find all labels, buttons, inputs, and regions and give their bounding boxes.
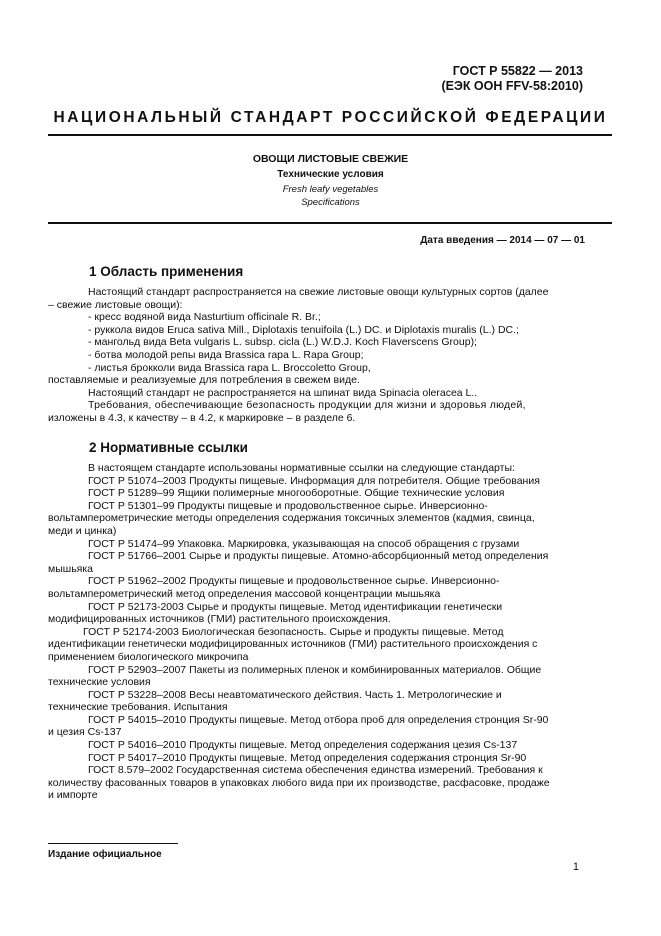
- reference-line: ГОСТ Р 54015–2010 Продукты пищевые. Метод отбора проб для определения стронция Sr-90: [88, 713, 549, 726]
- standard-code: ГОСТ Р 55822 — 2013: [452, 64, 583, 78]
- reference-line: технические требования. Испытания: [48, 701, 228, 714]
- document-title-en: Fresh leafy vegetables: [282, 184, 379, 195]
- official-edition-label: Издание официальное: [48, 849, 162, 860]
- reference-line: вольтамперометрические методы определения содержания токсичных элементов (кадмия, свинца,: [48, 512, 535, 525]
- standard-equivalent-code: (ЕЭК ООН FFV-58:2010): [441, 79, 583, 93]
- reference-line: ГОСТ Р 51766–2001 Сырье и продукты пищевые. Атомно-абсорбционный метод определения: [88, 550, 549, 563]
- document-subtitle-en: Specifications: [301, 197, 360, 208]
- reference-line: В настоящем стандарте использованы нормативные ссылки на следующие стандарты:: [88, 462, 515, 474]
- reference-line: мышьяка: [48, 562, 94, 575]
- reference-line: ГОСТ Р 51074–2003 Продукты пищевые. Информация для потребителя. Общие требования: [88, 474, 540, 487]
- list-item: - кресс водяной вида Nasturtium officinale R. Br.;: [88, 311, 321, 324]
- title-rule: [48, 222, 612, 224]
- reference-line: ГОСТ Р 52903–2007 Пакеты из полимерных пленок и комбинированных материалов. Общие: [88, 663, 542, 676]
- section-1-paragraph-cont: – свежие листовые овощи):: [48, 298, 183, 311]
- reference-line: ГОСТ Р 52173-2003 Сырье и продукты пищевые. Метод идентификации генетически: [88, 600, 503, 613]
- list-item: - листья брокколи вида Brassica rapa L. Broccoletto Group,: [88, 361, 371, 374]
- normative-references-list: [48, 462, 588, 802]
- reference-line: ГОСТ Р 54016–2010 Продукты пищевые. Метод определения содержания цезия Cs-137: [88, 739, 518, 752]
- section-1-body: [48, 286, 588, 425]
- reference-line: ГОСТ Р 51962–2002 Продукты пищевые и продовольственное сырье. Инверсионно-: [88, 575, 500, 588]
- reference-line: вольтамперометрический метод определения массовой концентрации мышьяка: [48, 587, 441, 600]
- footer-rule: [48, 843, 178, 844]
- section-1-paragraph: Требования, обеспечивающие безопасность продукции для жизни и здоровья людей,: [88, 399, 526, 412]
- reference-line: ГОСТ Р 52174-2003 Биологическая безопасность. Сырье и продукты пищевые. Метод: [83, 625, 504, 638]
- reference-line: ГОСТ 8.579–2002 Государственная система обеспечения единства измерений. Требования к: [88, 764, 543, 777]
- reference-line: идентификации генетически модифицированных источников (ГМИ) растительного происхождения с: [48, 638, 538, 651]
- section-1-paragraph: поставляемые и реализуемые для потребления в свежем виде.: [48, 374, 360, 387]
- reference-line: меди и цинка): [48, 524, 117, 537]
- introduction-date: Дата введения — 2014 — 07 — 01: [420, 235, 585, 246]
- section-1-heading: 1 Область применения: [89, 264, 244, 279]
- reference-line: ГОСТ Р 51301–99 Продукты пищевые и продовольственное сырье. Инверсионно-: [88, 499, 488, 512]
- reference-line: и цезия Cs-137: [48, 726, 122, 739]
- document-title-ru: ОВОЩИ ЛИСТОВЫЕ СВЕЖИЕ: [252, 153, 409, 165]
- national-standard-title: НАЦИОНАЛЬНЫЙ СТАНДАРТ РОССИЙСКОЙ ФЕДЕРАЦИИ: [53, 109, 608, 126]
- reference-line: применением биологического микрочипа: [48, 650, 249, 663]
- reference-line: ГОСТ Р 53228–2008 Весы неавтоматического действия. Часть 1. Метрологические и: [88, 688, 502, 701]
- reference-line: и импорте: [48, 789, 98, 802]
- list-item: - ботва молодой репы вида Brassica rapa L. Rapa Group;: [88, 348, 364, 361]
- reference-line: количеству фасованных товаров в упаковках любого вида при их производстве, расфасовке, продаже: [48, 776, 550, 789]
- list-item: - руккола видов Eruca sativa Mill., Diplotaxis tenuifoila (L.) DC. и Diplotaxis muralis (L.) DC.;: [88, 323, 519, 336]
- section-1-paragraph-cont: изложены в 4.3, к качеству – в 4.2, к маркировке – в разделе 6.: [48, 411, 356, 424]
- header-rule: [48, 134, 612, 136]
- section-1-paragraph: Настоящий стандарт распространяется на свежие листовые овощи культурных сортов (далее: [88, 286, 549, 298]
- section-2-heading: 2 Нормативные ссылки: [89, 440, 248, 455]
- reference-line: ГОСТ Р 54017–2010 Продукты пищевые. Метод определения содержания стронция Sr-90: [88, 751, 527, 764]
- section-1-paragraph: Настоящий стандарт не распространяется на шпинат вида Spinacia oleracea L..: [88, 386, 478, 399]
- reference-line: технические условия: [48, 676, 151, 689]
- reference-line: ГОСТ Р 51474–99 Упаковка. Маркировка, указывающая на способ обращения с грузами: [88, 537, 520, 550]
- reference-line: модифицированных источников (ГМИ) растительного происхождения.: [48, 613, 391, 626]
- document-subtitle-ru: Технические условия: [277, 169, 384, 180]
- page-number: 1: [572, 861, 579, 873]
- reference-line: ГОСТ Р 51289–99 Ящики полимерные многооборотные. Общие технические условия: [88, 487, 505, 500]
- list-item: - мангольд вида Beta vulgaris L. subsp. cicla (L.) W.D.J. Koch Flaverscens Group);: [88, 336, 477, 349]
